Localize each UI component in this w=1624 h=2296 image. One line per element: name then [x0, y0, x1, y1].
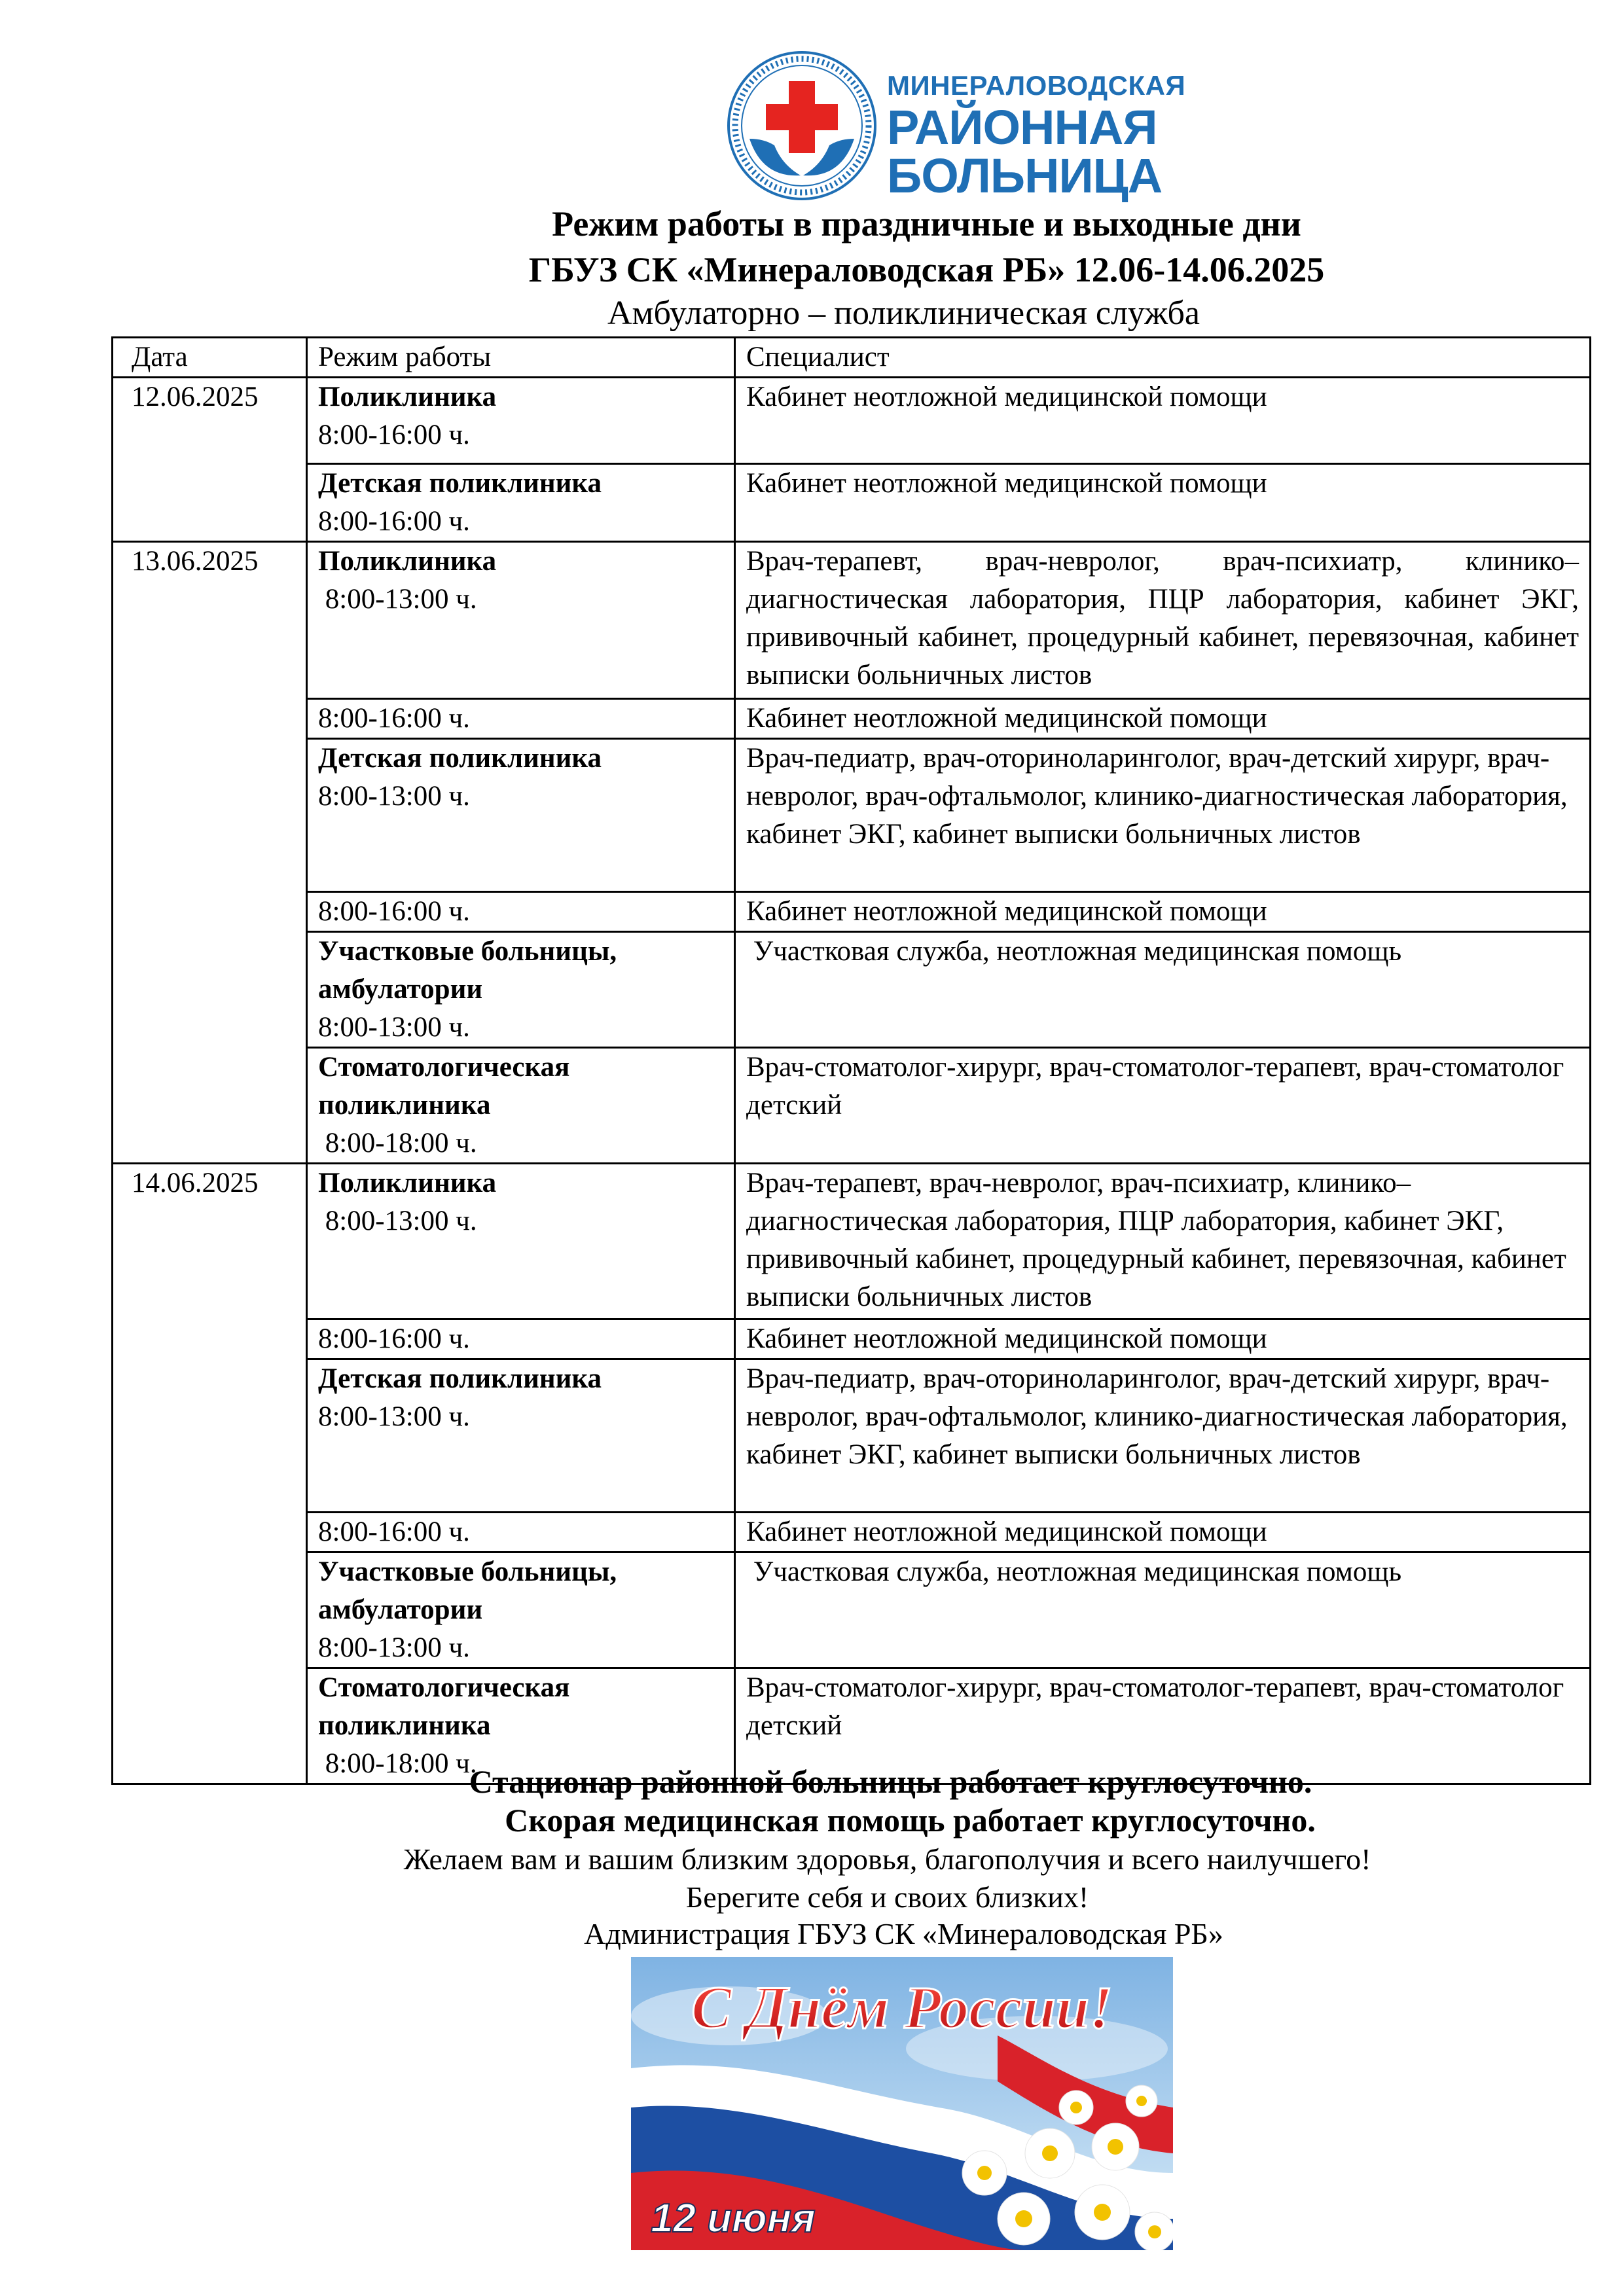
- page-title-line-1: Режим работы в праздничные и выходные дни: [552, 204, 1301, 243]
- logo-line-3: БОЛЬНИЦА: [887, 149, 1163, 203]
- logo-wordmark: [887, 70, 1186, 203]
- table-row: [113, 1319, 1591, 1359]
- specialist-cell: Врач-стоматолог-хирург, врач-стоматолог-терапевт, врач-стоматолог детский: [735, 1668, 1591, 1784]
- mode-cell: [307, 1164, 735, 1319]
- specialist-cell: Врач-терапевт, врач-невролог, врач-психиатр, клинико–диагностическая лаборатория, ПЦР лаборатория, кабинет ЭКГ, прививочный кабинет, процедурный кабинет, перевязочная, кабинет выписки больничных листов: [735, 542, 1591, 699]
- footer-wishes: Желаем вам и вашим близким здоровья, благополучия и всего наилучшего!: [403, 1842, 1371, 1876]
- column-header-mode: Режим работы: [307, 338, 735, 378]
- work-hours: 8:00-13:00 ч.: [318, 1632, 470, 1663]
- mode-cell: [307, 699, 735, 739]
- date-cell: 12.06.2025: [113, 378, 307, 542]
- footer-take-care: Берегите себя и своих близких!: [685, 1880, 1089, 1914]
- work-hours: 8:00-16:00 ч.: [318, 703, 470, 734]
- footer-hospital-note: Стационар районной больницы работает круглосуточно.: [469, 1763, 1312, 1800]
- footer-signature: Администрация ГБУЗ СК «Минераловодская РБ»: [584, 1917, 1223, 1950]
- banner-headline: С Днём России!: [691, 1974, 1113, 2041]
- mode-cell: [307, 1319, 735, 1359]
- table-header-row: [113, 338, 1591, 378]
- logo-line-1: МИНЕРАЛОВОДСКАЯ: [887, 70, 1186, 101]
- column-header-specialist-label: Специалист: [746, 342, 890, 372]
- specialist-cell: Кабинет неотложной медицинской помощи: [735, 892, 1591, 932]
- table-row: [113, 464, 1591, 542]
- footer-ambulance-note: Скорая медицинская помощь работает круглосуточно.: [505, 1802, 1316, 1839]
- specialist-cell: Кабинет неотложной медицинской помощи: [735, 1513, 1591, 1552]
- unit-name: Детская поликлиника: [318, 743, 602, 774]
- mode-cell: [307, 892, 735, 932]
- date-cell: 14.06.2025: [113, 1164, 307, 1784]
- work-hours: 8:00-16:00 ч.: [318, 420, 470, 450]
- logo-line-2: РАЙОННАЯ: [887, 100, 1157, 154]
- red-cross-in-hands-icon: [723, 47, 880, 204]
- table-row: [113, 699, 1591, 739]
- mode-cell: [307, 542, 735, 699]
- specialist-cell: Кабинет неотложной медицинской помощи: [735, 378, 1591, 464]
- work-hours: 8:00-13:00 ч.: [318, 781, 470, 812]
- specialist-cell: Участковая служба, неотложная медицинская помощь: [735, 1552, 1591, 1668]
- unit-name: Поликлиника: [318, 382, 497, 412]
- page-subtitle: Амбулаторно – поликлиническая служба: [607, 295, 1200, 332]
- specialist-cell: Участковая служба, неотложная медицинская помощь: [735, 932, 1591, 1048]
- mode-cell: [307, 1513, 735, 1552]
- work-hours: 8:00-16:00 ч.: [318, 506, 470, 537]
- specialist-cell: Кабинет неотложной медицинской помощи: [735, 464, 1591, 542]
- mode-cell: [307, 1048, 735, 1164]
- russia-day-banner: [631, 1957, 1173, 2250]
- work-hours: 8:00-18:00 ч.: [318, 1128, 477, 1158]
- specialist-cell: Врач-педиатр, врач-оториноларинголог, врач-детский хирург, врач-невролог, врач-офтальмолог, клинико-диагностическая лаборатория, кабинет ЭКГ, кабинет выписки больничных листов: [735, 1359, 1591, 1513]
- page-title-line-2: ГБУЗ СК «Минераловодская РБ» 12.06-14.06.2025: [528, 250, 1325, 289]
- specialist-cell: Кабинет неотложной медицинской помощи: [735, 699, 1591, 739]
- column-header-date: Дата: [113, 338, 307, 378]
- unit-name: Детская поликлиника: [318, 1363, 602, 1394]
- table-row: [113, 1048, 1591, 1164]
- work-hours: 8:00-18:00 ч.: [318, 1748, 477, 1779]
- work-hours: 8:00-13:00 ч.: [318, 584, 477, 615]
- unit-name: Детская поликлиника: [318, 468, 602, 499]
- table-row: [113, 1164, 1591, 1319]
- work-hours: 8:00-13:00 ч.: [318, 1206, 477, 1236]
- date-cell: 13.06.2025: [113, 542, 307, 1164]
- work-hours: 8:00-16:00 ч.: [318, 896, 470, 927]
- work-hours: 8:00-16:00 ч.: [318, 1323, 470, 1354]
- unit-name: Поликлиника: [318, 1168, 497, 1198]
- mode-cell: [307, 739, 735, 892]
- mode-cell: [307, 932, 735, 1048]
- table-row: [113, 739, 1591, 892]
- banner-date: 12 июня: [651, 2196, 816, 2241]
- work-hours: 8:00-13:00 ч.: [318, 1401, 470, 1432]
- table-row: [113, 1513, 1591, 1552]
- table-row: [113, 892, 1591, 932]
- mode-cell: [307, 1359, 735, 1513]
- table-row: [113, 542, 1591, 699]
- table-row: [113, 1359, 1591, 1513]
- work-hours: 8:00-13:00 ч.: [318, 1012, 470, 1043]
- unit-name: Участковые больницы, амбулатории: [318, 1556, 617, 1625]
- mode-cell: [307, 464, 735, 542]
- specialist-cell: Врач-терапевт, врач-невролог, врач-психиатр, клинико–диагностическая лаборатория, ПЦР лаборатория, кабинет ЭКГ, прививочный кабинет, процедурный кабинет, перевязочная, кабинет выписки больничных листов: [735, 1164, 1591, 1319]
- mode-cell: [307, 1552, 735, 1668]
- unit-name: Стоматологическая поликлиника: [318, 1052, 570, 1121]
- table-row: [113, 378, 1591, 464]
- schedule-table: [111, 336, 1591, 1785]
- specialist-cell: Врач-педиатр, врач-оториноларинголог, врач-детский хирург, врач-невролог, врач-офтальмолог, клинико-диагностическая лаборатория, кабинет ЭКГ, кабинет выписки больничных листов: [735, 739, 1591, 892]
- hospital-logo: [723, 47, 1186, 204]
- specialist-cell: Врач-стоматолог-хирург, врач-стоматолог-терапевт, врач-стоматолог детский: [735, 1048, 1591, 1164]
- mode-cell: [307, 378, 735, 464]
- unit-name: Поликлиника: [318, 546, 497, 577]
- table-row: [113, 1552, 1591, 1668]
- table-row: [113, 932, 1591, 1048]
- unit-name: Участковые больницы, амбулатории: [318, 936, 617, 1005]
- column-header-specialist: [735, 338, 1591, 378]
- work-hours: 8:00-16:00 ч.: [318, 1516, 470, 1547]
- unit-name: Стоматологическая поликлиника: [318, 1672, 570, 1741]
- specialist-cell: Кабинет неотложной медицинской помощи: [735, 1319, 1591, 1359]
